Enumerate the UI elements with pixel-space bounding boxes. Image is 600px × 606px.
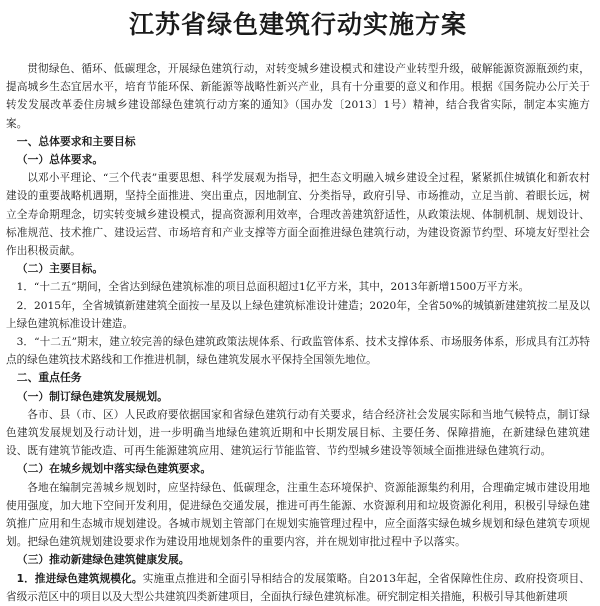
intro-paragraph: 贯彻绿色、循环、低碳理念，开展绿色建筑行动，对转变城乡建设模式和建设产业转型升级，破解能源资源瓶颈约束，提高城乡生态宜居水平，培育节能环保、新能源等战略性新兴产业，具有十分重要的意义和作用。根据《国务院办公厅关于转发发展改革委住房城乡建设部绿色建筑行动方案的通知》（国办发〔2013〕1号）精神，结合我省实际，制定本实施方案。 [6,63,590,130]
goal-item-2: 2．2015年，全省城镇新建建筑全面按一星及以上绿色建筑标准设计建造；2020年，全省50%的城镇新建建筑按二星及以上绿色建筑标准设计建造。 [6,299,590,330]
section-2-3-lead: 1．推进绿色建筑规模化。 [16,572,143,585]
section-2-2-heading: （二）在城乡规划中落实绿色建筑要求。 [16,462,212,476]
section-1-heading: 一、总体要求和主要目标 [16,134,136,148]
goal-item-3: 3．“十二五”期末，建立较完善的绿色建筑政策法规体系、行政监管体系、技术支撑体系、市场服务体系，形成具有江苏特点的绿色建筑技术路线和工作推进机制，绿色建筑发展水平保持全国领先地位。 [6,336,590,367]
section-2-1-text: 各市、县（市、区）人民政府要依据国家和省绿色建筑行动有关要求，结合经济社会发展实际和当地气候特点，制订绿色建筑发展规划及行动计划，进一步明确当地绿色建筑近期和中长期发展目标、主要任务、保障措施，在新建绿色建筑建设、既有建筑节能改造、可再生能源建筑应用、建筑运行节能监管、节约型城乡建设等领域全面推进绿色建筑行动。 [6,408,590,458]
section-1-1-heading: （一）总体要求。 [16,153,104,167]
document-title: 江苏省绿色建筑行动实施方案 [128,10,467,39]
section-2-3-text [6,570,590,606]
section-2-heading: 二、重点任务 [16,371,82,385]
section-1-2-heading: （二）主要目标。 [16,262,104,276]
section-2-1-heading: （一）制订绿色建筑发展规划。 [16,389,168,403]
section-2-3-body: 实施重点推进和全面引导相结合的发展策略。自2013年起，全省保障性住房、政府投资项目、省级示范区中的项目以及大型公共建筑四类新建项目，全面执行绿色建筑标准。研究制定相关措施，积极引导其他新建项 [6,572,590,603]
section-1-1-text: 以邓小平理论、“三个代表”重要思想、科学发展观为指导，把生态文明融入城乡建设全过程，紧紧抓住城镇化和新农村建设的重要战略机遇期，坚持全面推进、突出重点，因地制宜、分类指导，政府引导、市场推动，立足当前、着眼长远，树立全寿命期理念，切实转变城乡建设模式，提高资源利用效率，合理改善建筑舒适性，从政策法规、体制机制、规划设计、标准规范、技术推广、建设运营、市场培育和产业支撑等方面全面推进绿色建筑行动，为建设资源节约型、环境友好型社会作出积极贡献。 [6,172,590,258]
goal-item-1: 1．“十二五”期间，全省达到绿色建筑标准的项目总面积超过1亿平方米，其中，2013年新增1500万平方米。 [16,281,530,294]
section-2-3-heading: （三）推动新建绿色建筑健康发展。 [16,553,190,567]
section-2-2-text: 各地在编制完善城乡规划时，应坚持绿色、低碳理念，注重生态环境保护、资源能源集约利用，合理确定城市建设用地使用强度，加大地下空间开发利用，促进绿色交通发展，推进可再生能源、水资源利用和垃圾资源化利用，积极引导绿色建筑推广应用和生态城市规划建设。各城市规划主管部门在规划实施管理过程中，应全面落实绿色城乡规划和绿色建筑专项规划。把绿色建筑规划建设要求作为建设用地规划条件的重要内容，并在规划审批过程中予以落实。 [6,481,590,549]
